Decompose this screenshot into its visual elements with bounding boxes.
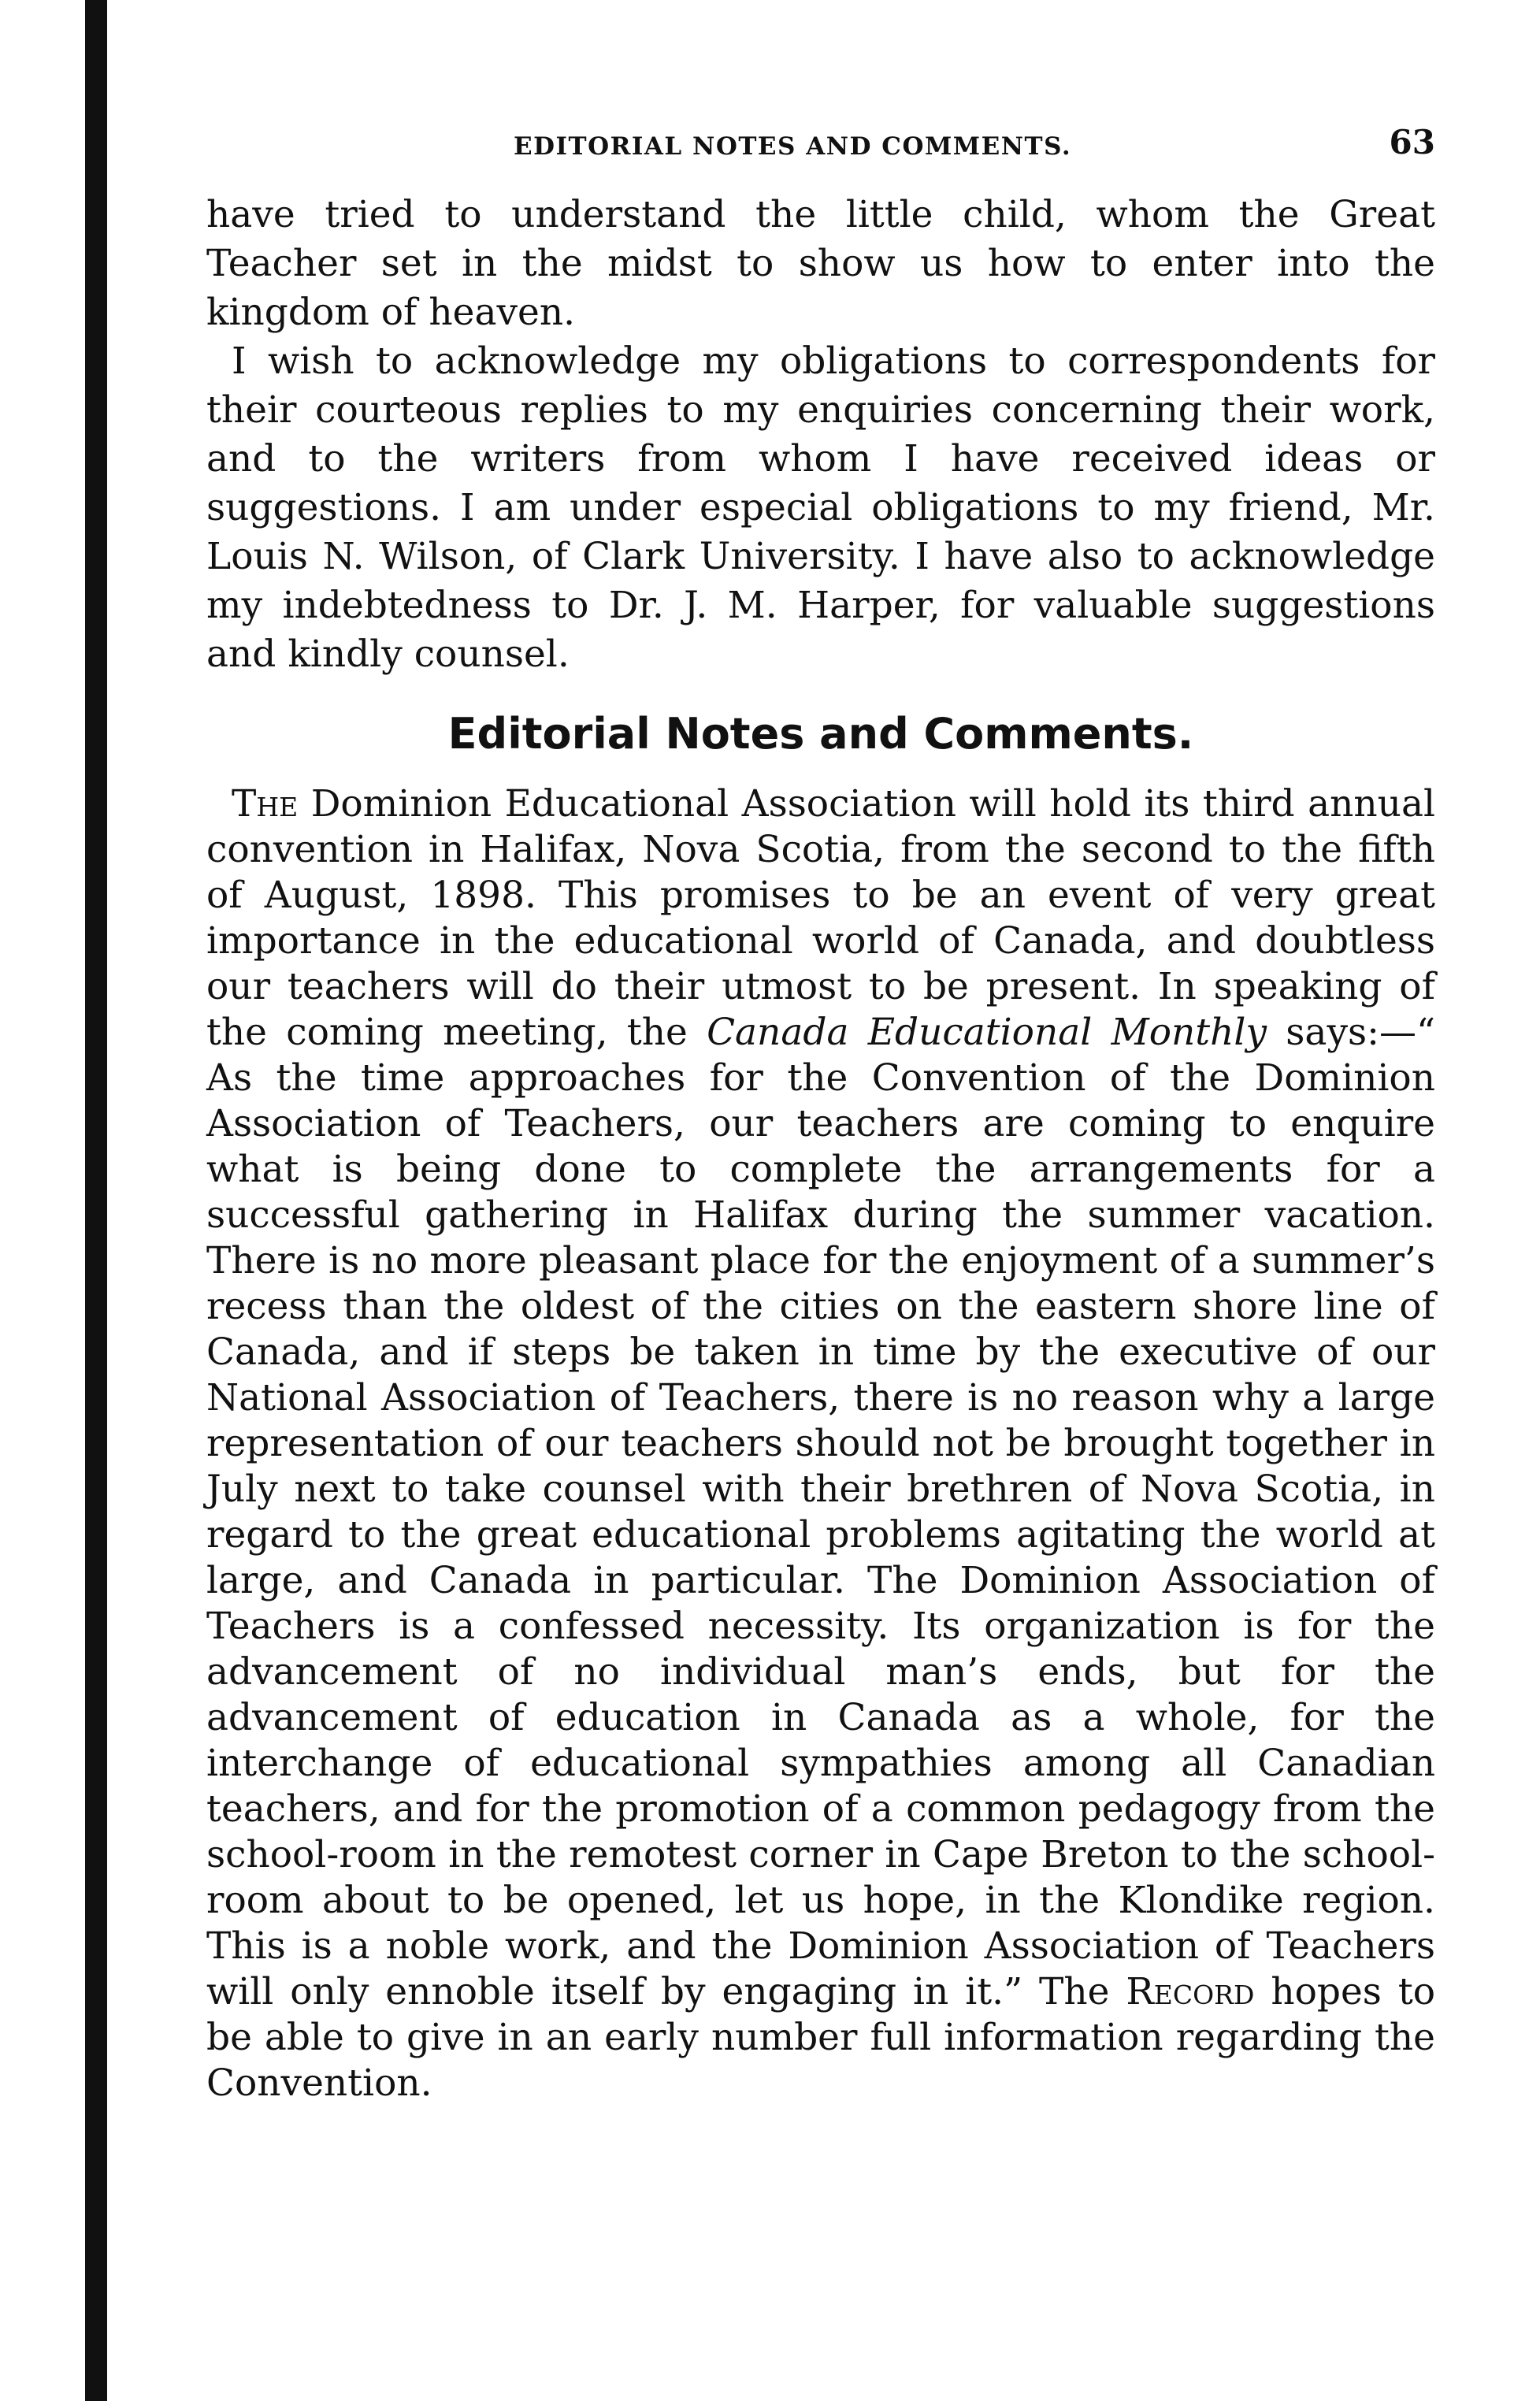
editorial-lead-word: The xyxy=(232,782,299,826)
preface-continuation xyxy=(206,191,1435,679)
running-header xyxy=(206,118,1435,173)
acknowledgement-paragraph: I wish to acknowledge my obligations to correspondents for their courteous replies to my enquiries concerning their work, and to the writers from whom I have received ideas or suggestions. I am under especial obligations to my friend, Mr. Louis N. Wilson, of Clark University. I have also to acknowledge my indebtedness to Dr. J. M. Harper, for valuable suggestions and kindly counsel. xyxy=(206,340,1435,676)
book-page xyxy=(206,118,1435,2106)
journal-title: Canada Educational Monthly xyxy=(707,1011,1267,1054)
scan-binding-edge xyxy=(85,0,107,2401)
editorial-text-part-2: says:—“ As the time approaches for the Convention of the Dominion Association of Teachers, our teachers are coming to enquire what is being done to complete the arrangements for a successful gathering in Halifax during the summer vacation. There is no more pleasant place for the enjoyment of a summer’s recess than the oldest of the cities on the eastern shore line of Canada, and if steps be taken in time by the executive of our National Association of Teachers, there is no reason why a large representation of our teachers should not be brought together in July next to take counsel with their brethren of Nova Scotia, in regard to the great educational problems agitating the world at large, and Canada in particular. The Dominion Association of Teachers is a confessed necessity. Its organization is for the advancement of no individual man’s ends, but for the advancement of education in Canada as a whole, for the interchange of educational sympathies among all Canadian teachers, and for the promotion of a common pedagogy from the school-room in the remotest corner in Cape Breton to the school-room about to be opened, let us hope, in the Klondike region. This is a noble work, and the Dominion Association of Teachers will only ennoble itself by engaging in it.” The xyxy=(206,1011,1435,2013)
editorial-text-part-1: Dominion Educational Association will hold its third annual convention in Halifax, Nova Scotia, from the second to the fifth of August, 1898. This promises to be an event of very great importance in the educational world of Canada, and doubtless our teachers will do their utmost to be present. In speaking of the coming meeting, the xyxy=(206,782,1435,1054)
page-number: 63 xyxy=(1389,123,1435,161)
editorial-paragraph xyxy=(206,781,1435,2106)
running-title: EDITORIAL NOTES AND COMMENTS. xyxy=(514,132,1072,161)
section-heading: Editorial Notes and Comments. xyxy=(447,709,1194,759)
editorial-section xyxy=(206,781,1435,2106)
continued-paragraph: have tried to understand the little child, whom the Great Teacher set in the midst to show us how to enter into the kingdom of heaven. xyxy=(206,193,1435,334)
record-title: Record xyxy=(1126,1970,1255,2013)
editorial-text-part-3: hopes to be able to give in an early number full information regarding the Convention. xyxy=(206,1970,1435,2105)
